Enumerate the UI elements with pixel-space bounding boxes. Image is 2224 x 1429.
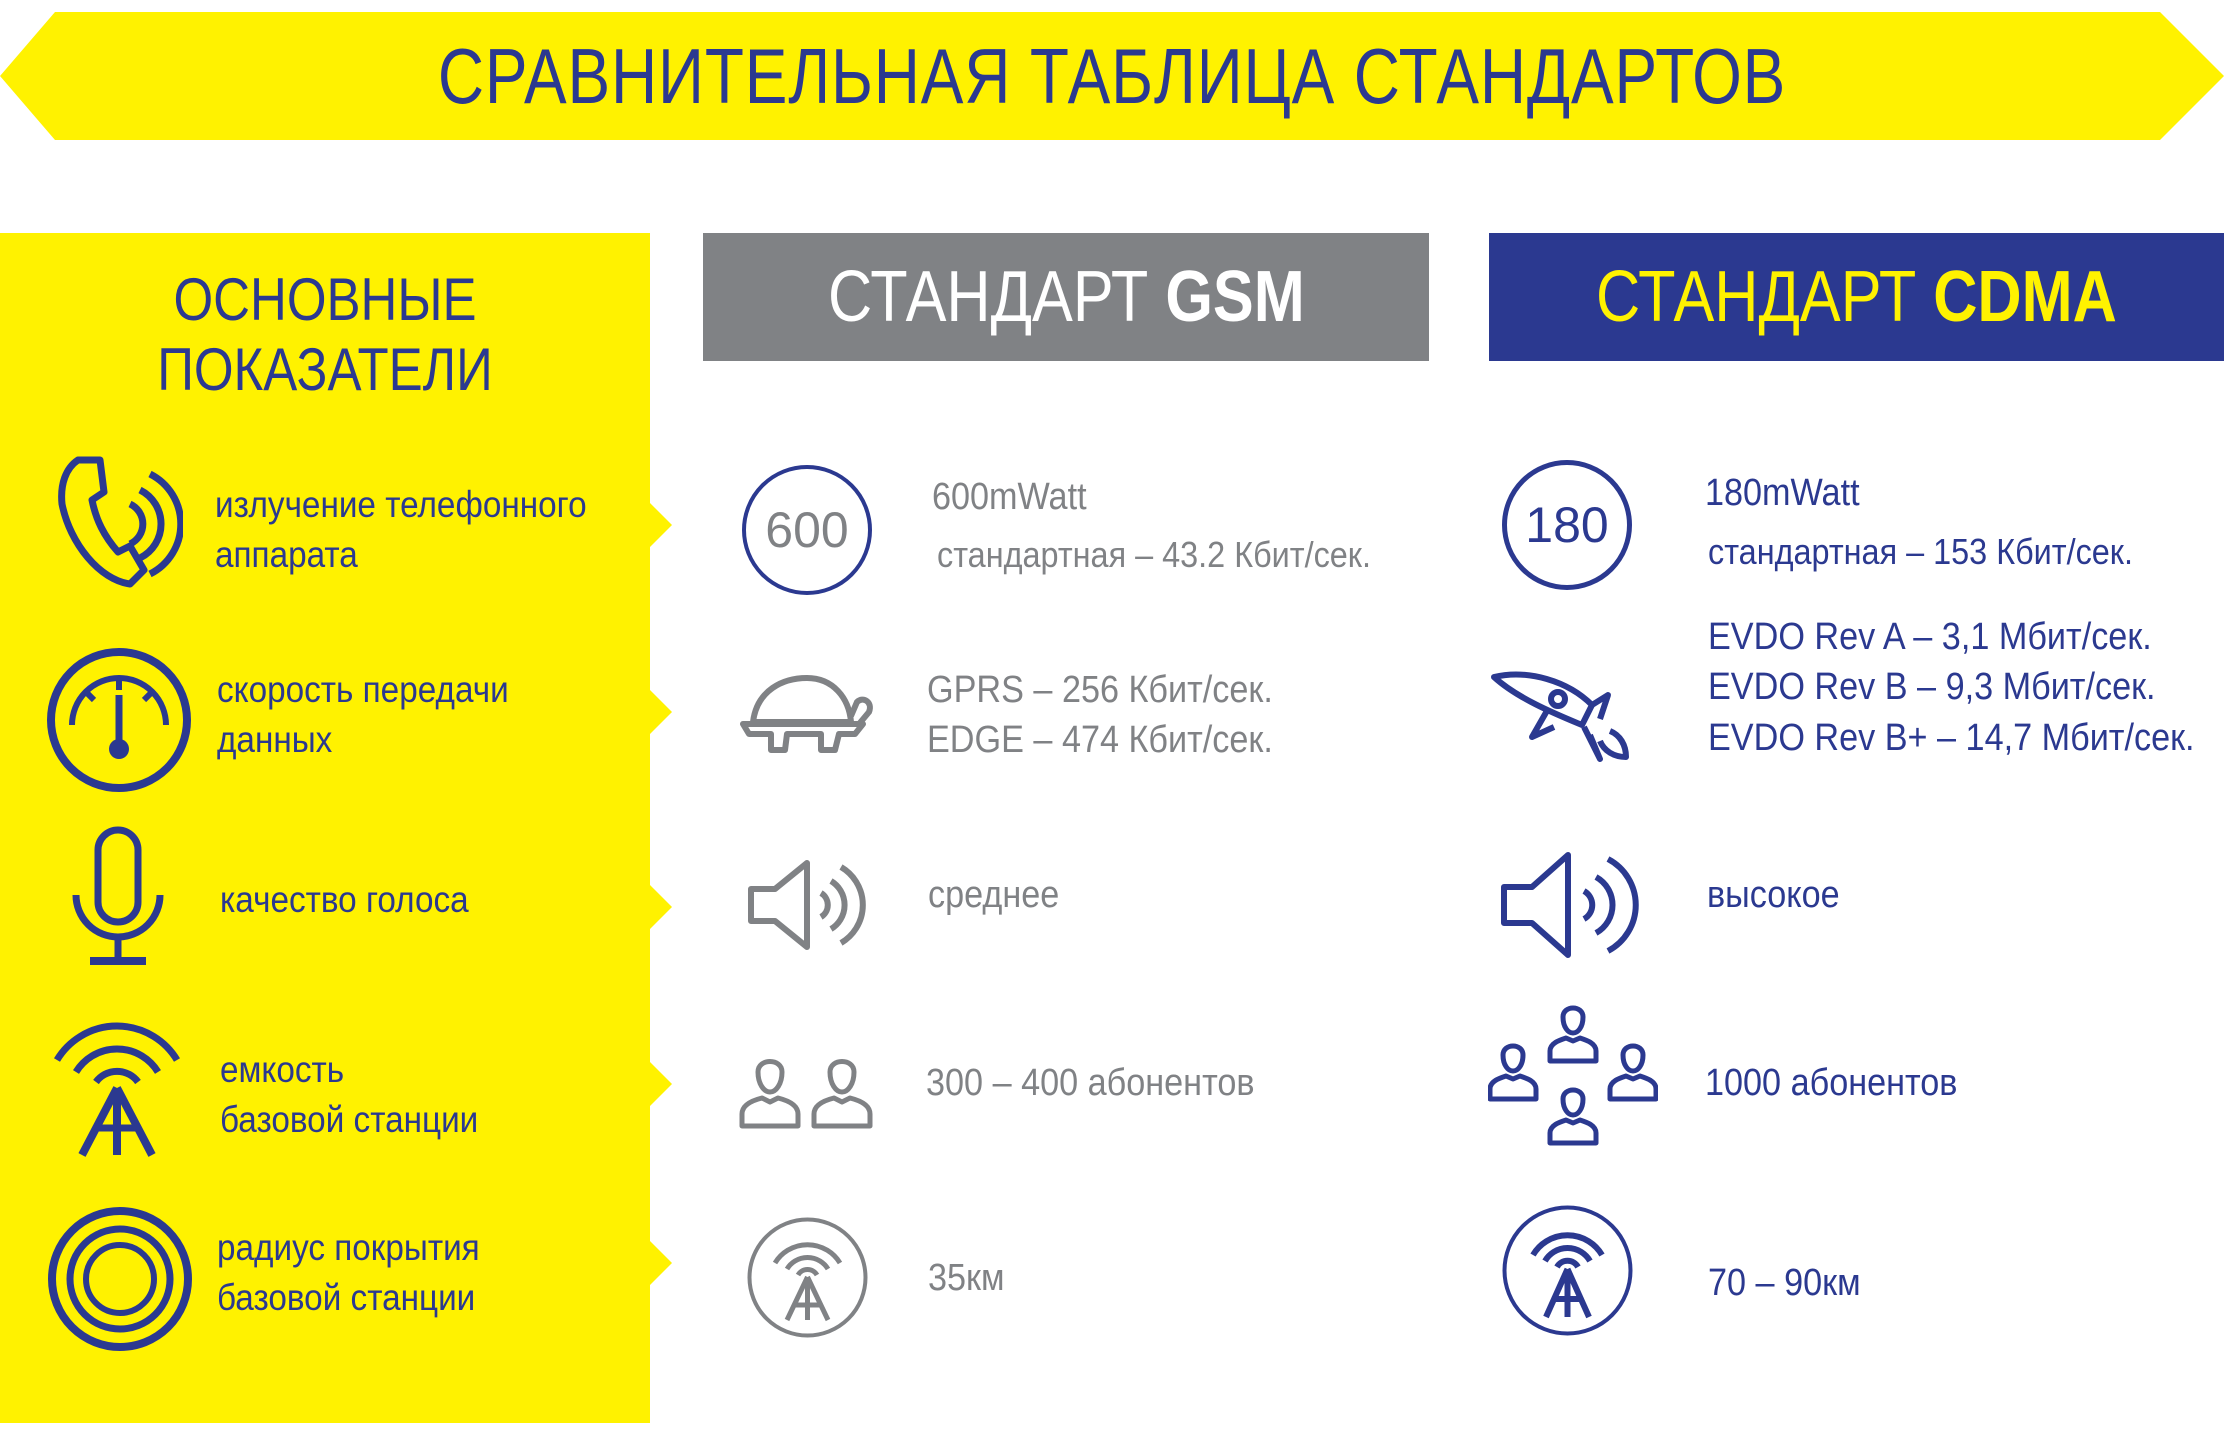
cdma-voice: высокое bbox=[1707, 874, 1840, 916]
cdma-power: 180mWatt bbox=[1705, 472, 1860, 514]
title-banner bbox=[0, 12, 2224, 140]
row-label-voice: качество голоса bbox=[220, 879, 469, 920]
cdma-power-badge: 180 bbox=[1502, 460, 1632, 590]
gsm-radius: 35км bbox=[928, 1257, 1005, 1299]
speaker-gsm-icon bbox=[745, 855, 870, 955]
cdma-header bbox=[1489, 233, 2224, 361]
antenna-tower-icon bbox=[52, 1010, 182, 1160]
gsm-header-name: GSM bbox=[1164, 257, 1305, 337]
cdma-header-prefix: СТАНДАРТ bbox=[1596, 257, 1934, 337]
page-title: СРАВНИТЕЛЬНАЯ ТАБЛИЦА СТАНДАРТОВ bbox=[437, 31, 1787, 120]
row-label-capacity: емкость базовой станции bbox=[220, 1049, 479, 1140]
cdma-speed-line-2: EVDO Rev B – 9,3 Мбит/сек. bbox=[1708, 666, 2156, 708]
gsm-power: 600mWatt bbox=[932, 476, 1087, 518]
coverage-rings-icon bbox=[46, 1205, 194, 1353]
subscribers-cdma-icon bbox=[1488, 1003, 1658, 1163]
coverage-gsm-icon bbox=[745, 1215, 870, 1340]
subscribers-gsm-icon bbox=[738, 1050, 874, 1130]
gsm-speed-standard: стандартная – 43.2 Кбит/сек. bbox=[937, 534, 1371, 575]
row-label-emission: излучение телефонного аппарата bbox=[215, 484, 587, 575]
gsm-power-badge: 600 bbox=[742, 465, 872, 595]
gsm-header bbox=[703, 233, 1429, 361]
cdma-speed-standard: стандартная – 153 Кбит/сек. bbox=[1708, 531, 2133, 572]
gsm-header-prefix: СТАНДАРТ bbox=[827, 257, 1165, 337]
microphone-icon bbox=[68, 825, 168, 970]
phone-emission-icon bbox=[48, 452, 183, 592]
rocket-icon bbox=[1488, 665, 1633, 765]
speaker-cdma-icon bbox=[1498, 845, 1648, 965]
cdma-radius: 70 – 90км bbox=[1708, 1262, 1861, 1304]
gsm-speed-line-2: EDGE – 474 Кбит/сек. bbox=[927, 719, 1273, 761]
cdma-header-name: CDMA bbox=[1933, 257, 2117, 337]
coverage-cdma-icon bbox=[1500, 1203, 1635, 1338]
row-label-radius: радиус покрытия базовой станции bbox=[217, 1227, 480, 1318]
cdma-speed-line-3: EVDO Rev B+ – 14,7 Мбит/сек. bbox=[1708, 717, 2195, 759]
gsm-speed-line-1: GPRS – 256 Кбит/сек. bbox=[927, 669, 1273, 711]
cdma-capacity: 1000 абонентов bbox=[1705, 1062, 1958, 1104]
indicators-heading: ОСНОВНЫЕ ПОКАЗАТЕЛИ bbox=[157, 266, 493, 403]
gsm-capacity: 300 – 400 абонентов bbox=[926, 1062, 1255, 1104]
cdma-speed-line-1: EVDO Rev A – 3,1 Мбит/сек. bbox=[1708, 616, 2152, 658]
turtle-icon bbox=[735, 672, 875, 757]
speedometer-icon bbox=[44, 645, 194, 795]
row-label-speed: скорость передачи данных bbox=[217, 669, 509, 760]
gsm-voice: среднее bbox=[928, 874, 1060, 916]
